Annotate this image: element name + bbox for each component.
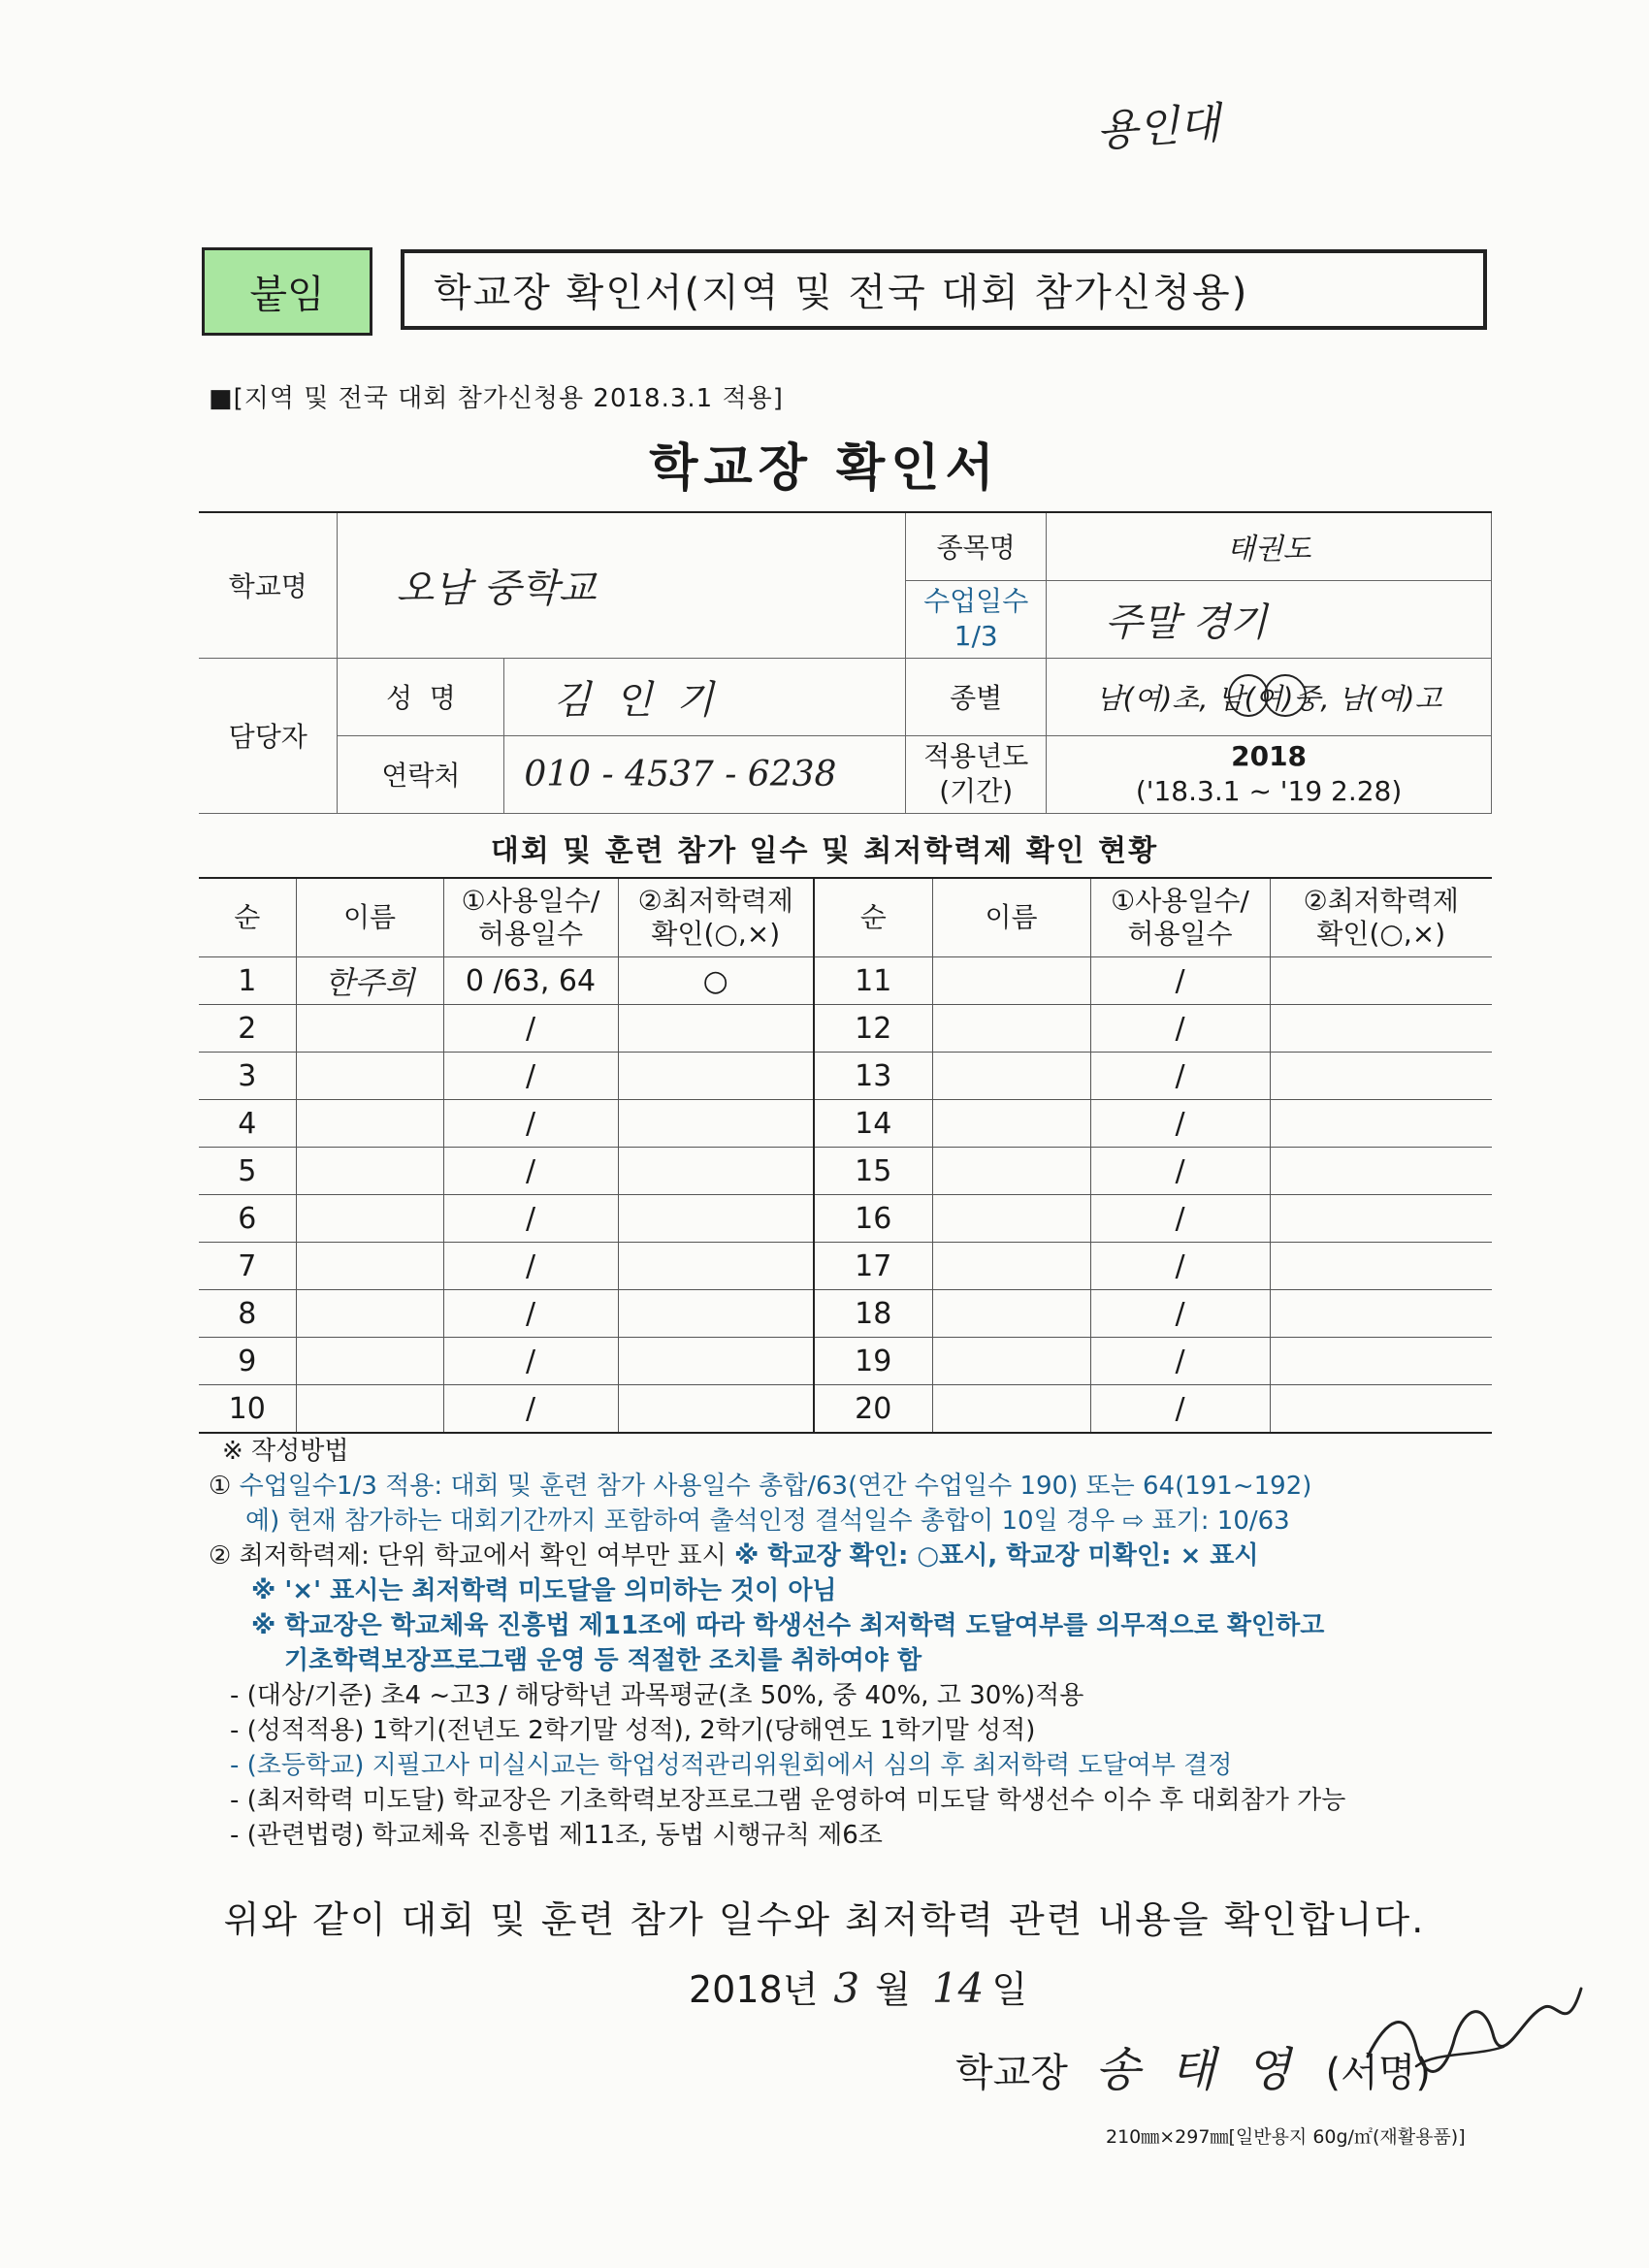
table-row xyxy=(199,1148,1492,1195)
instruction-item-2 xyxy=(209,1539,1508,1573)
row-no-right: 13 xyxy=(814,1053,932,1100)
category-text: 남(여)초, 남(여)중, 남(여)고 xyxy=(1095,681,1442,715)
row-no: 6 xyxy=(199,1195,296,1243)
row-no-right: 16 xyxy=(814,1195,932,1243)
row-no: 8 xyxy=(199,1290,296,1338)
row-no: 10 xyxy=(199,1385,296,1434)
instructions xyxy=(209,1434,1508,1853)
row-days-right: / xyxy=(1090,1053,1270,1100)
dash-item-2: - (성적적용) 1학기(전년도 2학기말 성적), 2학기(당해연도 1학기말 성적) xyxy=(230,1716,1036,1745)
row-no: 5 xyxy=(199,1148,296,1195)
year-value-2: ('18.3.1 ~ '19 2.28) xyxy=(1135,775,1403,807)
handwritten-note: 용인대 xyxy=(1094,98,1222,157)
confirmation-text: 위와 같이 대회 및 훈련 참가 일수와 최저학력 관련 내용을 확인합니다. xyxy=(223,1898,1426,1941)
row-check xyxy=(618,1148,814,1195)
dash-item-5: - (관련법령) 학교체육 진흥법 제11조, 동법 시행규칙 제6조 xyxy=(230,1821,883,1850)
row-name-right xyxy=(932,1195,1090,1243)
row-check xyxy=(618,1100,814,1148)
row-name-right xyxy=(932,1100,1090,1148)
row-days-right: / xyxy=(1090,1005,1270,1053)
principal-label: 학교장 xyxy=(955,2051,1068,2095)
info-table xyxy=(199,511,1492,814)
row-days: / xyxy=(443,1148,618,1195)
row-days: / xyxy=(443,1385,618,1434)
table-row xyxy=(199,1243,1492,1290)
row-name-right xyxy=(932,1005,1090,1053)
row-days-right: / xyxy=(1090,1385,1270,1434)
document-title: 학교장 확인서 xyxy=(649,439,1000,498)
row-name-right xyxy=(932,1148,1090,1195)
section-heading: 대회 및 훈련 참가 일수 및 최저학력제 확인 현황 xyxy=(490,834,1159,868)
contact-value: 010 - 4537 - 6238 xyxy=(504,735,906,813)
header-no: 순 xyxy=(199,878,296,957)
item2-number: ② xyxy=(209,1541,232,1571)
row-days: / xyxy=(443,1053,618,1100)
row-no-right: 20 xyxy=(814,1385,932,1434)
row-days: 0 /63, 64 xyxy=(443,957,618,1005)
row-name xyxy=(296,1290,443,1338)
row-no-right: 12 xyxy=(814,1005,932,1053)
row-name-right xyxy=(932,1385,1090,1434)
note-1: ※ '×' 표시는 최저학력 미도달을 의미하는 것이 아님 xyxy=(251,1576,837,1605)
year-label xyxy=(906,735,1047,813)
row-days: / xyxy=(443,1195,618,1243)
row-days-right: / xyxy=(1090,1100,1270,1148)
header-name-right: 이름 xyxy=(932,878,1090,957)
header-check-2: 확인(○,×) xyxy=(651,918,781,950)
dash-item-3: - (초등학교) 지필고사 미실시교는 학업성적관리위원회에서 심의 후 최저학력 도달여부 결정 xyxy=(230,1751,1233,1780)
row-no-right: 19 xyxy=(814,1338,932,1385)
manager-name-value: 김 인 기 xyxy=(504,658,906,735)
row-check xyxy=(618,1243,814,1290)
row-days-right: / xyxy=(1090,1290,1270,1338)
table-row xyxy=(199,1005,1492,1053)
row-days-right: / xyxy=(1090,1338,1270,1385)
principal-sign-label: (서명) xyxy=(1325,2051,1432,2095)
class-days-value: 주말 경기 xyxy=(1047,580,1492,658)
instructions-heading: ※ 작성방법 xyxy=(222,1437,349,1466)
manager-label: 담당자 xyxy=(199,658,338,813)
row-name xyxy=(296,1053,443,1100)
note-2b: 기초학력보장프로그램 운영 등 적절한 조치를 취하여야 함 xyxy=(284,1646,922,1675)
row-check-right xyxy=(1270,1195,1492,1243)
header-title: 학교장 확인서(지역 및 전국 대회 참가신청용) xyxy=(434,271,1249,315)
row-days: / xyxy=(443,1100,618,1148)
school-label: 학교명 xyxy=(199,512,338,658)
table-row xyxy=(199,1385,1492,1434)
item1-text: 수업일수1/3 적용: 대회 및 훈련 참가 사용일수 총합/63(연간 수업일수 190) 또는 64(191~192) xyxy=(239,1472,1312,1501)
row-no: 3 xyxy=(199,1053,296,1100)
date-day-label: 일 xyxy=(991,1968,1028,2011)
row-check-right xyxy=(1270,957,1492,1005)
year-label-2: (기간) xyxy=(939,775,1014,807)
table-row xyxy=(199,1053,1492,1100)
category-label: 종별 xyxy=(906,658,1047,735)
circle-mark-icon xyxy=(1264,674,1307,717)
item2-text: 최저학력제: 단위 학교에서 확인 여부만 표시 xyxy=(239,1541,727,1571)
event-label: 종목명 xyxy=(906,512,1047,580)
attachment-badge: 붙임 xyxy=(202,247,372,336)
principal-name: 송 태 영 xyxy=(1094,2043,1299,2097)
row-no-right: 15 xyxy=(814,1148,932,1195)
table-row xyxy=(199,1195,1492,1243)
header-check-right-2: 확인(○,×) xyxy=(1316,918,1446,950)
header-days-2: 허용일수 xyxy=(477,918,584,950)
category-value xyxy=(1047,658,1492,735)
date-day-value: 14 xyxy=(931,1964,985,2012)
table-row xyxy=(199,957,1492,1005)
row-check xyxy=(618,1338,814,1385)
row-days: / xyxy=(443,1005,618,1053)
row-check xyxy=(618,1005,814,1053)
row-check-right xyxy=(1270,1290,1492,1338)
row-no-right: 17 xyxy=(814,1243,932,1290)
header-check xyxy=(618,878,814,957)
row-days: / xyxy=(443,1338,618,1385)
row-name-right xyxy=(932,1290,1090,1338)
subtitle: ■[지역 및 전국 대회 참가신청용 2018.3.1 적용] xyxy=(209,384,784,413)
dash-item-4: - (최저학력 미도달) 학교장은 기초학력보장프로그램 운영하여 미도달 학생선수 이수 후 대회참가 가능 xyxy=(230,1786,1346,1815)
row-name xyxy=(296,1195,443,1243)
header-days-right-1: ①사용일수/ xyxy=(1111,885,1249,917)
year-label-1: 적용년도 xyxy=(923,740,1029,772)
row-days-right: / xyxy=(1090,1195,1270,1243)
row-check-right xyxy=(1270,1338,1492,1385)
note-2a: ※ 학교장은 학교체육 진흥법 제11조에 따라 학생선수 최저학력 도달여부를 의무적으로 확인하고 xyxy=(251,1611,1325,1640)
header-title-box xyxy=(401,249,1487,330)
row-name xyxy=(296,1100,443,1148)
row-check xyxy=(618,1195,814,1243)
date-month-value: 3 xyxy=(833,1964,860,2012)
year-value-1: 2018 xyxy=(1231,740,1308,772)
row-no: 4 xyxy=(199,1100,296,1148)
circle-mark-icon xyxy=(1228,674,1269,717)
row-days-right: / xyxy=(1090,1148,1270,1195)
class-days-label-2: 1/3 xyxy=(954,620,998,652)
header-check-1: ②최저학력제 xyxy=(637,885,793,917)
item2-blue: ※ 학교장 확인: ○표시, 학교장 미확인: × 표시 xyxy=(734,1541,1259,1571)
row-no-right: 14 xyxy=(814,1100,932,1148)
year-value xyxy=(1047,735,1492,813)
table-row xyxy=(199,1338,1492,1385)
row-name-right xyxy=(932,1338,1090,1385)
header-days-right xyxy=(1090,878,1270,957)
event-value: 태권도 xyxy=(1047,512,1492,580)
row-check xyxy=(618,1385,814,1434)
row-name xyxy=(296,1148,443,1195)
table-row xyxy=(199,1290,1492,1338)
row-days-right: / xyxy=(1090,1243,1270,1290)
row-check-right xyxy=(1270,1148,1492,1195)
row-check-right xyxy=(1270,1100,1492,1148)
row-name xyxy=(296,1243,443,1290)
header-no-right: 순 xyxy=(814,878,932,957)
row-no: 2 xyxy=(199,1005,296,1053)
instruction-item-1-example: 예) 현재 참가하는 대회기간까지 포함하여 출석인정 결석일수 총합이 10일 경우 ⇨ 표기: 10/63 xyxy=(245,1507,1290,1536)
header-days-right-2: 허용일수 xyxy=(1127,918,1233,950)
manager-name-label: 성 명 xyxy=(338,658,504,735)
row-name xyxy=(296,1385,443,1434)
row-no: 7 xyxy=(199,1243,296,1290)
date-month-label: 월 xyxy=(875,1968,911,2011)
date-line xyxy=(689,1960,1027,2013)
dash-item-1: - (대상/기준) 초4 ~고3 / 해당학년 과목평균(초 50%, 중 40%, 고 30%)적용 xyxy=(230,1681,1084,1710)
row-name xyxy=(296,1338,443,1385)
instruction-item-1 xyxy=(209,1469,1508,1504)
row-name-right xyxy=(932,1053,1090,1100)
table-row xyxy=(199,1100,1492,1148)
row-check-right xyxy=(1270,1243,1492,1290)
signature-scribble xyxy=(1358,1979,1591,2095)
class-days-label xyxy=(906,580,1047,658)
header-days xyxy=(443,878,618,957)
row-name xyxy=(296,1005,443,1053)
item1-number: ① xyxy=(209,1472,232,1501)
row-no-right: 11 xyxy=(814,957,932,1005)
header-days-1: ①사용일수/ xyxy=(461,885,600,917)
row-days-right: / xyxy=(1090,957,1270,1005)
contact-label: 연락처 xyxy=(338,735,504,813)
row-check xyxy=(618,1290,814,1338)
class-days-label-1: 수업일수 xyxy=(923,585,1029,617)
header-name: 이름 xyxy=(296,878,443,957)
date-year: 2018년 xyxy=(689,1968,819,2011)
school-value: 오남 중학교 xyxy=(338,512,906,658)
row-days: / xyxy=(443,1290,618,1338)
row-name-right xyxy=(932,957,1090,1005)
roster-table xyxy=(199,877,1492,1434)
paper-spec-footer: 210㎜×297㎜[일반용지 60g/㎡(재활용품)] xyxy=(1106,2126,1466,2148)
row-name: 한주희 xyxy=(296,957,443,1005)
row-no: 1 xyxy=(199,957,296,1005)
row-check-right xyxy=(1270,1053,1492,1100)
row-check xyxy=(618,1053,814,1100)
row-check-right xyxy=(1270,1005,1492,1053)
row-name-right xyxy=(932,1243,1090,1290)
row-check-right xyxy=(1270,1385,1492,1434)
row-check: ○ xyxy=(618,957,814,1005)
header-check-right-1: ②최저학력제 xyxy=(1303,885,1459,917)
header-check-right xyxy=(1270,878,1492,957)
row-no-right: 18 xyxy=(814,1290,932,1338)
row-days: / xyxy=(443,1243,618,1290)
row-no: 9 xyxy=(199,1338,296,1385)
